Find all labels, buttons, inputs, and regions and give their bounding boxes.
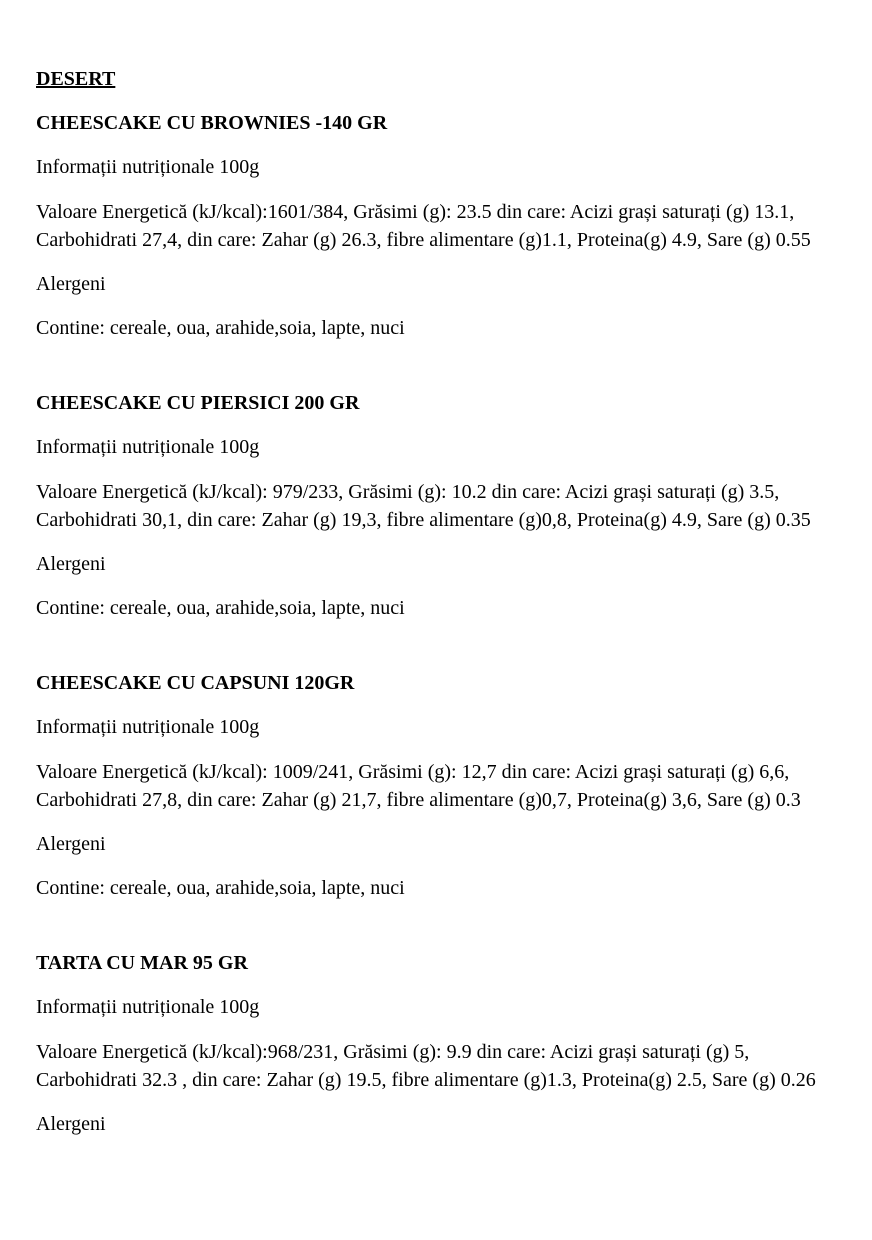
product-title: CHEESCAKE CU PIERSICI 200 GR <box>36 392 360 414</box>
document-page <box>36 66 856 1155</box>
nutrition-values <box>36 1038 856 1094</box>
product-title: TARTA CU MAR 95 GR <box>36 952 248 974</box>
nutrition-line: Carbohidrati 27,8, din care: Zahar (g) 21,7, fibre alimentare (g)0,7, Proteina(g) 3,6, Sare (g) 0.3 <box>36 789 801 811</box>
nutrition-line: Valoare Energetică (kJ/kcal): 1009/241, Grăsimi (g): 12,7 din care: Acizi grași saturați (g) 6,6, <box>36 761 790 783</box>
allergens-contains: Contine: cereale, oua, arahide,soia, lapte, nuci <box>36 317 405 339</box>
allergens-label: Alergeni <box>36 1113 106 1135</box>
product-entry <box>36 110 856 342</box>
nutrition-values <box>36 758 856 814</box>
nutrition-info-heading: Informații nutriționale 100g <box>36 716 260 738</box>
product-entry <box>36 950 856 1138</box>
product-title: CHEESCAKE CU CAPSUNI 120GR <box>36 672 355 694</box>
nutrition-line: Valoare Energetică (kJ/kcal):1601/384, Grăsimi (g): 23.5 din care: Acizi grași saturați (g) 13.1, <box>36 201 795 223</box>
allergens-label: Alergeni <box>36 553 106 575</box>
nutrition-line: Carbohidrati 32.3 , din care: Zahar (g) 19.5, fibre alimentare (g)1.3, Proteina(g) 2.5, Sare (g) 0.26 <box>36 1069 816 1091</box>
allergens-label: Alergeni <box>36 833 106 855</box>
allergens-label: Alergeni <box>36 273 106 295</box>
allergens-contains: Contine: cereale, oua, arahide,soia, lapte, nuci <box>36 597 405 619</box>
nutrition-line: Carbohidrati 27,4, din care: Zahar (g) 26.3, fibre alimentare (g)1.1, Proteina(g) 4.9, Sare (g) 0.55 <box>36 229 811 251</box>
nutrition-values <box>36 478 856 534</box>
nutrition-line: Valoare Energetică (kJ/kcal):968/231, Grăsimi (g): 9.9 din care: Acizi grași saturați (g) 5, <box>36 1041 750 1063</box>
nutrition-info-heading: Informații nutriționale 100g <box>36 996 260 1018</box>
allergens-contains: Contine: cereale, oua, arahide,soia, lapte, nuci <box>36 877 405 899</box>
nutrition-line: Carbohidrati 30,1, din care: Zahar (g) 19,3, fibre alimentare (g)0,8, Proteina(g) 4.9, Sare (g) 0.35 <box>36 509 811 531</box>
section-title: DESERT <box>36 68 116 90</box>
nutrition-line: Valoare Energetică (kJ/kcal): 979/233, Grăsimi (g): 10.2 din care: Acizi grași saturați (g) 3.5, <box>36 481 780 503</box>
product-entry <box>36 390 856 622</box>
product-title: CHEESCAKE CU BROWNIES -140 GR <box>36 112 388 134</box>
nutrition-values <box>36 198 856 254</box>
nutrition-info-heading: Informații nutriționale 100g <box>36 436 260 458</box>
nutrition-info-heading: Informații nutriționale 100g <box>36 156 260 178</box>
product-entry <box>36 670 856 902</box>
